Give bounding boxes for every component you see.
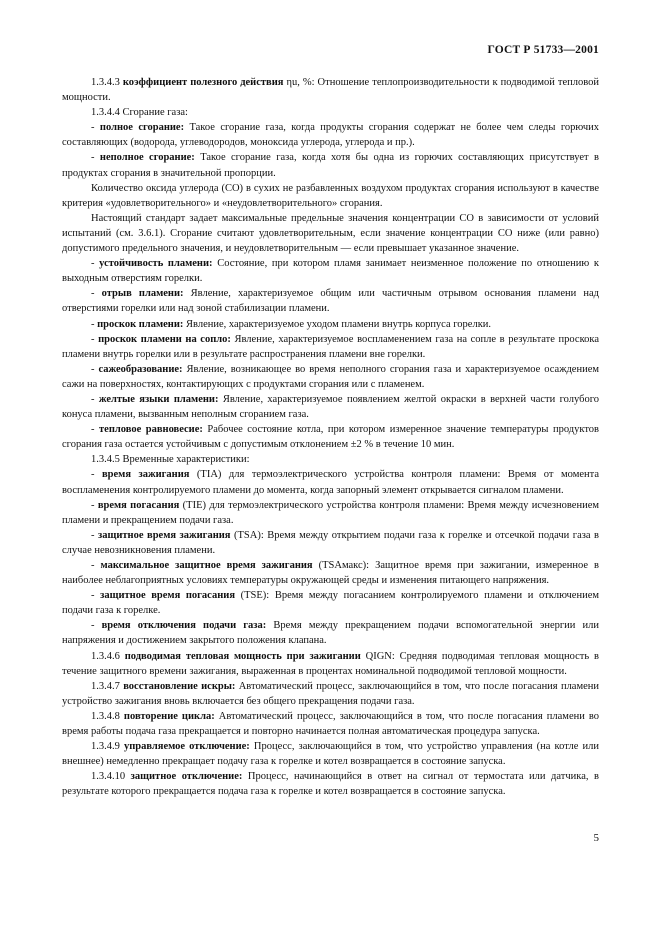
term: неполное сгорание:	[99, 152, 195, 164]
paragraph	[62, 105, 599, 120]
paragraph	[62, 75, 599, 105]
paragraph	[62, 422, 599, 452]
paragraph-lead: -	[91, 393, 99, 405]
paragraph-text: (TSE): Время между погасанием контролируемого пламени и отключением подачи газа к горелке.	[62, 590, 600, 617]
paragraph	[62, 528, 599, 558]
paragraph	[62, 120, 599, 150]
term: тепловое равновесие:	[99, 424, 203, 436]
paragraph-text: Явление, характеризуемое уходом пламени внутрь корпуса горелки.	[183, 318, 492, 330]
term: отрыв пламени:	[101, 288, 184, 300]
paragraph-text: Время между прекращением подачи вспомогательной энергии или напряжения и достижением закрытого положения клапана.	[62, 620, 600, 647]
paragraph-lead: -	[91, 152, 100, 164]
paragraph	[62, 256, 599, 286]
paragraph-lead: -	[91, 590, 101, 602]
paragraph-text: Явление, характеризуемое воспламенением газа на сопле в результате проскока пламени внутрь горелки или в результате распространения пламени вне горелки.	[62, 333, 599, 360]
paragraph-text: Настоящий стандарт задает максимальные предельные значения концентрации CO в зависимости от условий испытаний (см. 3.6.1). Сгорание считают удовлетворительным, если значение концентрации CO ниже (или равно) допустимого предельного значения, и неудовлетворительным — если превышает указанное значение.	[62, 212, 599, 255]
paragraph-text: Автоматический процесс, заключающийся в том, что после погасания пламени устройство зажигания вновь включается без общего прекращения подачи газа.	[62, 680, 600, 707]
paragraph-lead: 1.3.4.6	[91, 650, 125, 662]
paragraph	[62, 769, 599, 799]
term: восстановление искры:	[123, 680, 236, 692]
paragraph-lead: -	[91, 529, 99, 541]
standard-header: ГОСТ Р 51733—2001	[487, 44, 599, 56]
paragraph-lead: -	[91, 122, 100, 134]
paragraph-lead: 1.3.4.3	[91, 77, 123, 88]
paragraph-lead: -	[91, 560, 101, 571]
paragraph-text: Количество оксида углерода (CO) в сухих не разбавленных воздухом продуктах сгорания используют в качестве критерия «удовлетворительного» и «неудовлетворительного» сгорания.	[62, 182, 599, 209]
term: управляемое отключение:	[123, 741, 250, 753]
paragraph	[62, 286, 599, 316]
paragraph	[62, 739, 599, 769]
term: время погасания	[97, 499, 180, 511]
paragraph	[62, 588, 599, 618]
paragraph	[62, 392, 599, 422]
paragraph-text: Явление, характеризуемое общим или частичным отрывом основания пламени над отверстиями горелки или над зоной стабилизации пламени.	[62, 288, 599, 315]
term: сажеобразование:	[98, 363, 183, 375]
paragraph-lead: -	[91, 288, 102, 300]
term: защитное отключение:	[130, 771, 243, 783]
paragraph	[62, 618, 599, 648]
paragraph	[62, 452, 599, 467]
paragraph	[62, 709, 599, 739]
paragraph	[62, 362, 599, 392]
paragraph-text: Рабочее состояние котла, при котором измеренное значение температуры продуктов сгорания газа остается устойчивым с допустимым отклонением ±2 % в течение 10 мин.	[62, 424, 599, 451]
paragraph-text: Такое сгорание газа, когда продукты сгорания содержат не более чем следы горючих составляющих (водорода, углеводородов, моноксида углерода, углерода и пр.).	[62, 122, 599, 149]
paragraph-lead: -	[91, 620, 102, 632]
paragraph	[62, 498, 599, 528]
page-number: 5	[593, 832, 599, 844]
paragraph-text: ηu, %: Отношение теплопроизводительности к подводимой тепловой мощности.	[62, 77, 600, 104]
paragraph-lead: 1.3.4.7	[91, 680, 124, 692]
paragraph-text: (TSAмакс): Защитное время при зажигании, измеренное в наиболее неблагоприятных условиях температуры окружающей среды и изменения питающего напряжения.	[62, 560, 600, 587]
paragraph-text: (TSA): Время между открытием подачи газа к горелке и отсечкой подачи газа в случае невозникновения пламени.	[62, 529, 600, 556]
paragraph-lead: 1.3.4.9	[91, 741, 124, 753]
paragraph-lead: -	[91, 469, 102, 481]
term: коэффициент полезного действия	[122, 77, 284, 88]
paragraph-text: (TIE) для термоэлектрического устройства контроля пламени: Время между исчезновением пламени и прекращением подачи газа.	[62, 499, 600, 526]
paragraph-text: Явление, характеризуемое появлением желтой окраски в верхней части голубого конуса пламени, вызванным неполным сгоранием газа.	[62, 393, 600, 421]
document-body	[62, 75, 599, 800]
paragraph-lead: 1.3.4.10	[91, 771, 131, 783]
term: желтые языки пламени:	[98, 393, 219, 405]
paragraph	[62, 317, 599, 332]
paragraph-lead: -	[91, 318, 98, 330]
paragraph-text: QIGN: Средняя подводимая тепловая мощность в течение защитного времени зажигания, выраженная в процентах номинальной подводимой тепловой мощности.	[62, 650, 599, 677]
paragraph-lead: -	[91, 424, 99, 436]
paragraph-lead: -	[91, 499, 98, 511]
term: защитное время зажигания	[98, 529, 231, 541]
paragraph-lead: -	[91, 333, 99, 345]
paragraph-text: Явление, возникающее во время неполного сгорания газа и характеризуемое осаждением сажи на поверхностях, контактирующих с продуктами сгорания или с пламенем.	[62, 363, 599, 390]
term: защитное время погасания	[100, 590, 236, 602]
term: полное сгорание:	[99, 122, 185, 134]
paragraph-text: Состояние, при котором пламя занимает неизменное положение по отношению к выходным отверстиям горелки.	[62, 258, 599, 285]
paragraph-lead: -	[91, 363, 99, 375]
paragraph-lead: 1.3.4.5 Временные характеристики:	[91, 454, 250, 466]
term: устойчивость пламени:	[99, 258, 213, 270]
term: время отключения подачи газа:	[101, 620, 267, 632]
paragraph	[62, 649, 599, 679]
paragraph	[62, 181, 599, 211]
term: повторение цикла:	[123, 710, 215, 722]
term: подводимая тепловая мощность при зажигании	[124, 650, 361, 662]
paragraph-text: (TIA) для термоэлектрического устройства контроля пламени: Время от момента воспламенения контролируемого пламени до момента, когда запорный элемент открывается сигналом пламени.	[62, 469, 600, 496]
paragraph	[62, 150, 599, 180]
term: проскок пламени:	[97, 318, 184, 330]
paragraph-text: Процесс, заключающийся в том, что устройство управления (на котле или внешнее) немедленно прекращает подачу газа к горелке и котел возвращается в состояние запуска.	[62, 741, 600, 768]
paragraph	[62, 332, 599, 362]
paragraph-lead: 1.3.4.4 Сгорание газа:	[91, 107, 188, 119]
term: проскок пламени на сопло:	[98, 333, 231, 345]
paragraph-lead: -	[91, 258, 100, 270]
paragraph	[62, 467, 599, 497]
paragraph-text: Такое сгорание газа, когда хотя бы одна из горючих составляющих присутствует в продуктах сгорания в значительной пропорции.	[62, 152, 599, 179]
term: максимальное защитное время зажигания	[100, 560, 313, 571]
paragraph-text: Автоматический процесс, заключающийся в том, что после погасания пламени во время работы подача газа прекращается и повторно начинается полная автоматическая процедура запуска.	[62, 710, 600, 738]
term: время зажигания	[102, 469, 190, 481]
paragraph	[62, 558, 599, 588]
paragraph	[62, 211, 599, 256]
paragraph-lead: 1.3.4.8	[91, 710, 124, 722]
paragraph	[62, 679, 599, 709]
paragraph-text: Процесс, начинающийся в ответ на сигнал от термостата или датчика, в результате которого прекращается подача газа к горелке и котел возвращается в состояние запуска.	[62, 771, 599, 798]
